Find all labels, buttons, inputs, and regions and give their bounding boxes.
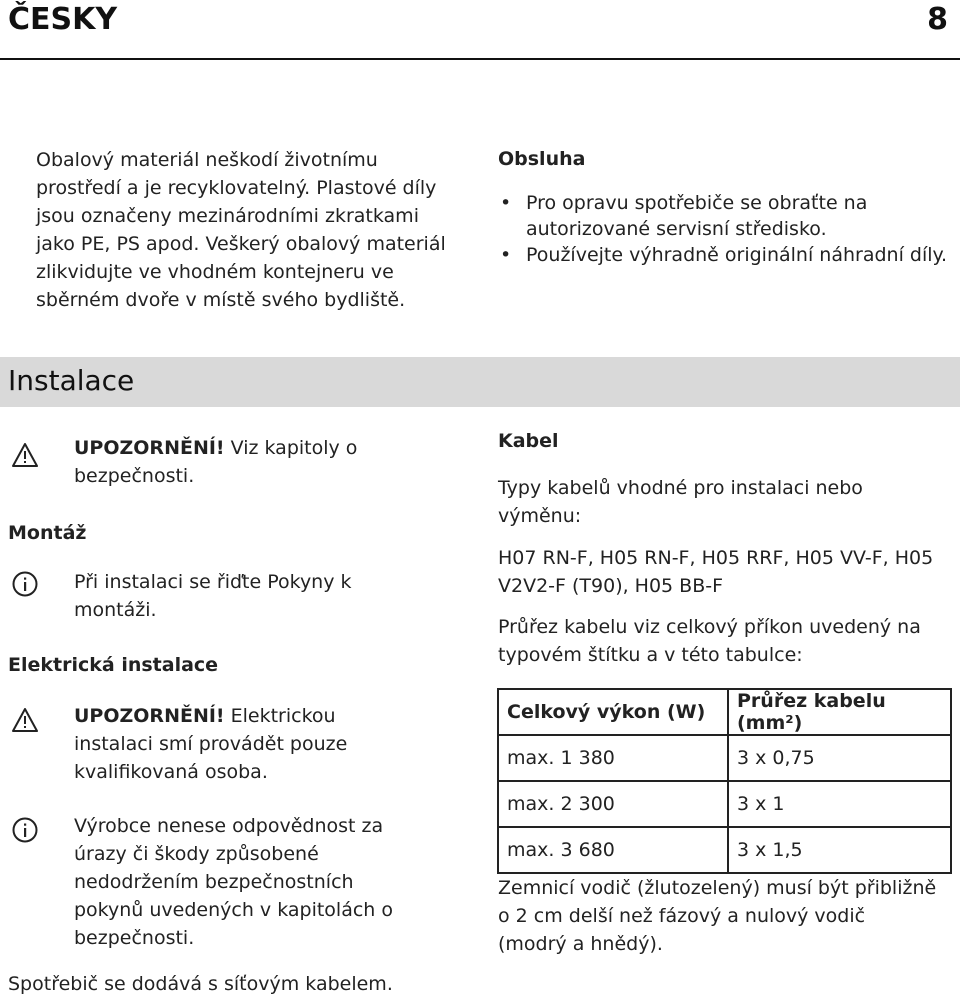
liability-info-note: Výrobce nenese odpovědnost za úrazy či škody způsobené nedodržením bezpečnostních pokynů uvedených v kapitolách o bezpečnosti. [74,815,394,949]
cable-types-list: H07 RN-F, H05 RN-F, H05 RRF, H05 VV-F, H05 V2V2-F (T90), H05 BB-F [498,547,934,597]
section-title: Instalace [8,364,135,397]
warning-triangle-icon [12,442,38,472]
table-row [498,735,951,781]
table-header-cell: Průřez kabelu (mm²) [728,689,951,735]
warning-label: UPOZORNĚNÍ! [74,705,225,727]
table-row [498,827,951,873]
header-divider [0,58,960,60]
warning-text: Viz kapitoly o bezpečnosti. [74,437,358,487]
table-cell: 3 x 1,5 [728,827,951,873]
electrical-warning-note [74,702,404,786]
cable-table [497,688,952,874]
packaging-paragraph: Obalový materiál neškodí životnímu prostředí a je recyklovatelný. Plastové díly jsou označeny mezinárodními zkratkami jako PE, PS apod. Veškerý obalový materiál zlikvidujte ve vhodném kontejneru ve sběrném dvoře v místě svého bydliště. [36,149,446,311]
service-bullet-item: • Pro opravu spotřebiče se obraťte na autorizované servisní středisko. [498,190,948,242]
warning-triangle-icon [12,707,38,737]
service-bullet-item: • Používejte výhradně originální náhradní díly. [498,242,948,268]
supply-cable-note: Spotřebič se dodává s síťovým kabelem. [8,973,393,995]
mounting-info-note: Při instalaci se řiďte Pokyny k montáži. [74,571,352,621]
earth-wire-note: Zemnicí vodič (žlutozelený) musí být přibližně o 2 cm delší než fázový a nulový vodič (modrý a hnědý). [498,877,937,955]
cable-cross-section-text: Průřez kabelu viz celkový příkon uvedený na typovém štítku a v této tabulce: [498,616,921,666]
page-number: 8 [927,2,948,37]
table-header-row [498,689,951,735]
electrical-heading: Elektrická instalace [8,654,219,676]
table-cell: 3 x 0,75 [728,735,951,781]
info-circle-icon [12,817,38,847]
table-cell: 3 x 1 [728,781,951,827]
mounting-heading: Montáž [8,522,87,544]
cable-heading: Kabel [498,430,559,452]
warning-label: UPOZORNĚNÍ! [74,437,225,459]
header-language: ČESKY [8,2,118,37]
table-cell: max. 3 680 [498,827,728,873]
table-header-cell: Celkový výkon (W) [498,689,728,735]
cable-types-intro: Typy kabelů vhodné pro instalaci nebo výměnu: [498,477,863,527]
section-title-bar [0,357,960,407]
warning-text: Elektrickou instalaci smí provádět pouze kvalifikovaná osoba. [74,705,348,783]
service-bullet-list [498,190,948,268]
warning-safety-note [74,434,404,490]
table-cell: max. 1 380 [498,735,728,781]
info-circle-icon [12,571,38,601]
table-cell: max. 2 300 [498,781,728,827]
table-row [498,781,951,827]
service-heading: Obsluha [498,148,586,170]
